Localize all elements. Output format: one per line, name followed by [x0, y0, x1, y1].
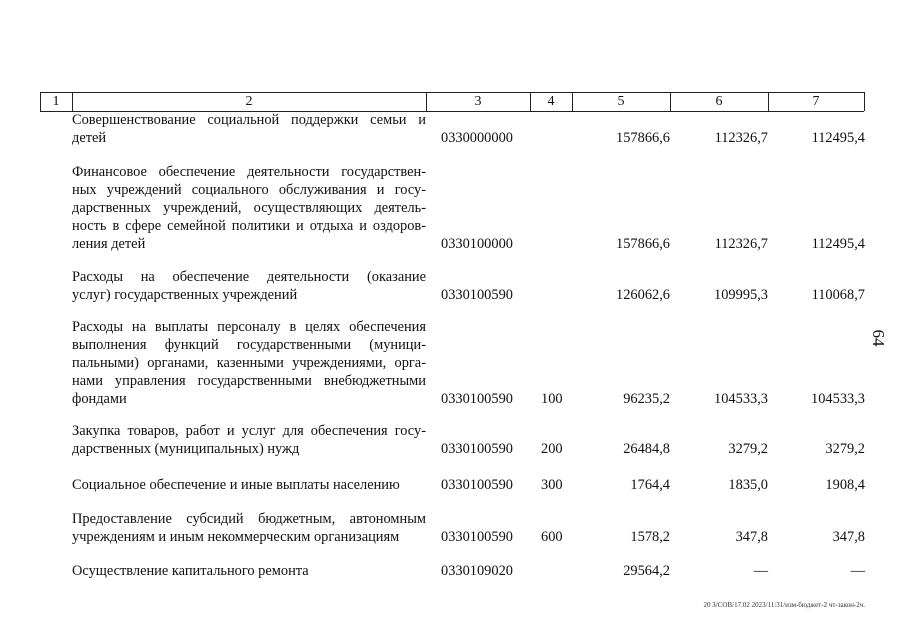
amount-col-6: 112326,7 [714, 236, 768, 252]
amount-col-6: 347,8 [735, 529, 768, 545]
page-number: 64 [869, 329, 888, 347]
description-line: фондами [72, 391, 127, 407]
amount-col-7: 112495,4 [811, 236, 865, 252]
amount-col-7: — [850, 563, 865, 579]
amount-col-7: 104533,3 [811, 391, 865, 407]
table-header-col-6: 6 [715, 94, 723, 109]
amount-col-5: 126062,6 [616, 287, 670, 303]
table-header-col-7: 7 [812, 94, 820, 109]
target-article-code: 0330100590 [441, 287, 513, 303]
amount-col-6: 1835,0 [728, 477, 768, 493]
amount-col-5: 157866,6 [616, 236, 670, 252]
table-row-description [72, 318, 426, 408]
description-line: пальными) органами, казенными учреждениями, орга- [72, 355, 426, 371]
amount-col-5: 157866,6 [616, 130, 670, 146]
amount-col-5: 29564,2 [623, 563, 670, 579]
description-line: учреждениям и иным некоммерческим организациям [72, 529, 400, 545]
table-header-col-1: 1 [52, 94, 60, 109]
description-line: ления детей [72, 236, 146, 252]
description-line: Расходы на обеспечение деятельности (оказание [72, 269, 426, 285]
target-article-code: 0330100590 [441, 441, 513, 457]
amount-col-6: 3279,2 [728, 441, 768, 457]
table-row-description [72, 510, 426, 546]
target-article-code: 0330100590 [441, 391, 513, 407]
table-row-description [72, 476, 426, 494]
amount-col-6: 104533,3 [714, 391, 768, 407]
table-header-col-4: 4 [547, 94, 555, 109]
table-row-description [72, 111, 426, 147]
target-article-code: 0330100590 [441, 529, 513, 545]
expense-type-code: 600 [541, 529, 563, 545]
target-article-code: 0330109020 [441, 563, 513, 579]
description-line: Совершенствование социальной поддержки семьи и [72, 112, 426, 128]
table-header-divider [864, 92, 865, 111]
description-line: Финансовое обеспечение деятельности государствен- [72, 164, 426, 180]
amount-col-5: 96235,2 [623, 391, 670, 407]
amount-col-7: 1908,4 [825, 477, 865, 493]
description-line: выполнения функций государственными (муници- [72, 337, 426, 353]
amount-col-7: 110068,7 [811, 287, 865, 303]
table-header-col-3: 3 [474, 94, 482, 109]
target-article-code: 0330100590 [441, 477, 513, 493]
document-footer-stamp: 20 З/СОВ/17.02 2023/11:31/изм-бюджет-2 чт-закон-2ч. [703, 601, 865, 609]
table-header-col-5: 5 [617, 94, 625, 109]
description-line: Предоставление субсидий бюджетным, автономным [72, 511, 426, 527]
target-article-code: 0330000000 [441, 130, 513, 146]
expense-type-code: 300 [541, 477, 563, 493]
description-line: услуг) государственных учреждений [72, 287, 298, 303]
description-line: ных учреждений социального обслуживания и госу- [72, 182, 426, 198]
description-line: дарственных (муниципальных) нужд [72, 441, 300, 457]
description-line: Социальное обеспечение и иные выплаты населению [72, 477, 400, 493]
amount-col-6: — [753, 563, 768, 579]
amount-col-7: 347,8 [832, 529, 865, 545]
amount-col-7: 3279,2 [825, 441, 865, 457]
target-article-code: 0330100000 [441, 236, 513, 252]
amount-col-7: 112495,4 [811, 130, 865, 146]
description-line: Закупка товаров, работ и услуг для обеспечения госу- [72, 423, 426, 439]
description-line: дарственных учреждений, осуществляющих деятель- [72, 200, 426, 216]
amount-col-5: 1578,2 [630, 529, 670, 545]
amount-col-5: 26484,8 [623, 441, 670, 457]
amount-col-6: 109995,3 [714, 287, 768, 303]
table-row-description [72, 268, 426, 304]
description-line: Осуществление капитального ремонта [72, 563, 309, 579]
table-row-description [72, 562, 426, 580]
description-line: Расходы на выплаты персоналу в целях обеспечения [72, 319, 426, 335]
amount-col-5: 1764,4 [630, 477, 670, 493]
expense-type-code: 100 [541, 391, 563, 407]
description-line: нами управления государственными внебюджетными [72, 373, 426, 389]
description-line: детей [72, 130, 107, 146]
description-line: ность в сфере семейной политики и отдыха и оздоров- [72, 218, 426, 234]
amount-col-6: 112326,7 [714, 130, 768, 146]
table-row-description [72, 422, 426, 458]
expense-type-code: 200 [541, 441, 563, 457]
table-row-description [72, 163, 426, 253]
table-header-col-2: 2 [245, 94, 253, 109]
